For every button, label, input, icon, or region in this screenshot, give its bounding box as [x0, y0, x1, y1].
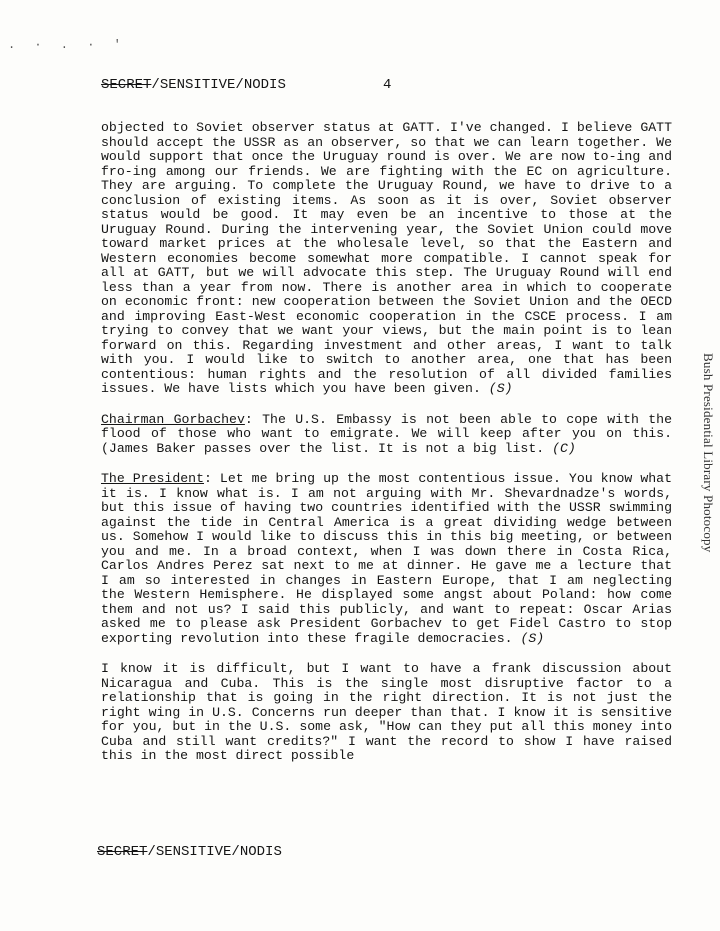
paragraph-3-speaker: The President	[101, 471, 204, 486]
paragraph-3-text: Let me bring up the most contentious issue. You know what it is. I know what is. I am not arguing with Mr. Shevardnadze's words, but this issue of having two countries identified with the USSR swimming against the tide in Central America is a great dividing wedge between us. Somehow I would like to discuss this in this big meeting, or between you and me. In a broad context, when I was down there in Costa Rica, Carlos Andres Perez sat next to me at dinner. He gave me a lecture that I am so interested in changes in Eastern Europe, that I am neglecting the Western Hemisphere. He displayed some angst about Poland: how come them and not us? I said this publicly, and want to repeat: Oscar Arias asked me to please ask President Gorbachev to get Fidel Castro to stop exporting revolution into these fragile democracies.	[101, 471, 672, 646]
paragraph-4	[101, 662, 672, 764]
paragraph-4-text: I know it is difficult, but I want to have a frank discussion about Nicaragua and Cuba. This is the single most disruptive factor to a relationship that is going in the right direction. It is not just the right wing in U.S. Concerns run deeper than that. I know it is sensitive for you, but in the U.S. some ask, "How can they put all this money into Cuba and still want credits?" I want the record to show I have raised this in the most direct possible	[101, 661, 672, 763]
footer-struck-classification: SECRET	[97, 844, 148, 860]
paragraph-2-marking: (C)	[552, 440, 576, 456]
library-photocopy-stamp: Bush Presidential Library Photocopy	[701, 353, 716, 553]
paragraph-2-text: The U.S. Embassy is not been able to cope with the flood of those who want to emigrate. We will keep after you on this. (James Baker passes over the list. It is not a big list.	[101, 411, 672, 456]
paragraph-2	[101, 413, 672, 457]
paragraph-1-marking: (S)	[488, 381, 513, 396]
header-classification-rest: /SENSITIVE/NODIS	[151, 77, 286, 93]
paragraph-3-speaker-suffix: :	[203, 471, 212, 486]
paragraph-2-speaker-suffix: :	[244, 411, 253, 427]
paragraph-1-text: objected to Soviet observer status at GATT. I've changed. I believe GATT should accept the USSR as an observer, so that we can learn together. We would support that once the Uruguay round is over. We are now to-ing and fro-ing among our friends. We are fighting with the EC on agriculture. They are arguing. To complete the Uruguay Round, we have to drive to a conclusion of existing items. As soon as it is over, Soviet observer status would be good. It may even be an incentive to those at the Uruguay Round. During the intervening year, the Soviet Union could move toward market prices at the wholesale level, so that the Eastern and Western economies become somewhat more compatible. I cannot speak for all at GATT, but we will advocate this step. The Uruguay Round will end less than a year from now. There is another area in which to cooperate on economic front: new cooperation between the Soviet Union and the OECD and improving East-West economic cooperation in the CSCE process. I am trying to convey that we want your views, but the main point is to lean forward on this. Regarding investment and other areas, I want to talk with you. I would like to switch to another area, one that has been contentious: human rights and the resolution of all divided families issues. We have lists which you have been given.	[101, 120, 672, 396]
paragraph-3-marking: (S)	[520, 630, 545, 646]
scan-specks: . · . · '	[8, 38, 127, 52]
header-struck-classification: SECRET	[101, 77, 152, 93]
footer-classification-rest: /SENSITIVE/NODIS	[147, 844, 282, 860]
classification-footer	[97, 844, 282, 860]
paragraph-3	[101, 472, 672, 646]
page-number: 4	[383, 77, 392, 93]
classification-header	[101, 77, 286, 93]
memo-body	[101, 121, 672, 780]
paragraph-2-speaker: Chairman Gorbachev	[101, 411, 245, 427]
paragraph-1	[101, 121, 672, 397]
